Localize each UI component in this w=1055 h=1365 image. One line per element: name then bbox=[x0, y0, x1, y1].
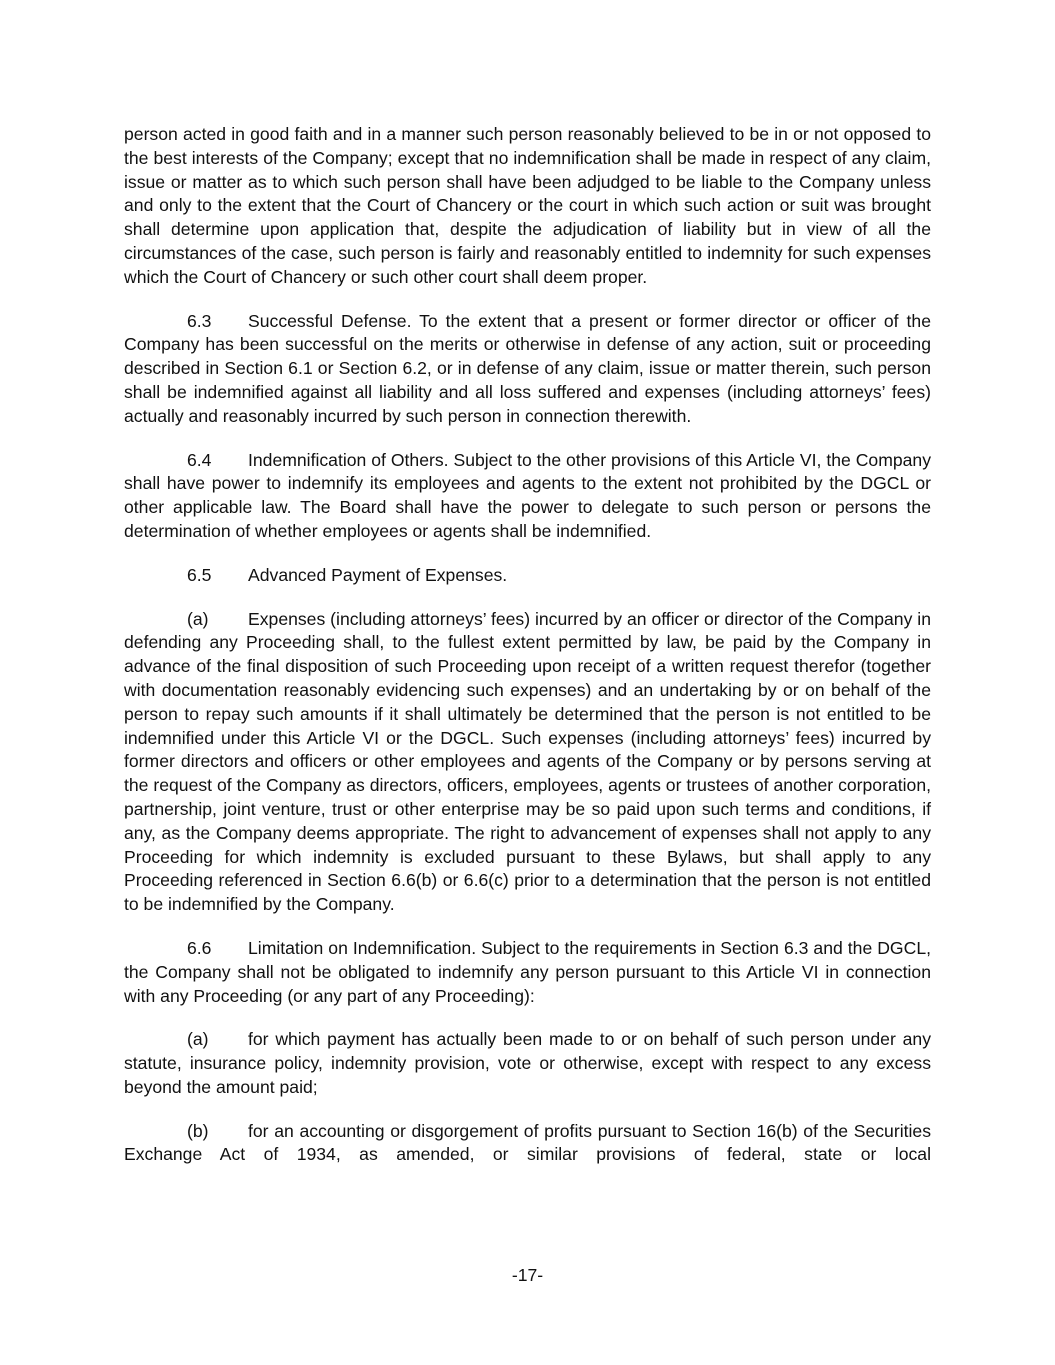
paragraph-continuation bbox=[124, 123, 931, 290]
section-6-5-a-paragraph bbox=[124, 608, 931, 917]
paragraph-text: Expenses (including attorneys’ fees) incurred by an officer or director of the Company in defending any Proceeding shall, to the fullest extent permitted by law, be paid by the Company in advance of the final disposition of such Proceeding upon receipt of a written request therefor (together with documentation reasonably evidencing such expenses) and an undertaking by or on behalf of the person to repay such amounts if it shall ultimately be determined that the person is not entitled to be indemnified under this Article VI or the DGCL. Such expenses (including attorneys’ fees) incurred by former directors and officers or other employees and agents of the Company or by persons serving at the request of the Company as directors, officers, employees, agents or trustees of another corporation, partnership, joint venture, trust or other enterprise may be so paid upon such terms and conditions, if any, as the Company deems appropriate. The right to advancement of expenses shall not apply to any Proceeding for which indemnity is excluded pursuant to these Bylaws, but shall apply to any Proceeding referenced in Section 6.6(b) or 6.6(c) prior to a determination that the person is not entitled to be indemnified by the Company. bbox=[124, 608, 931, 915]
paragraph-text: for an accounting or disgorgement of profits pursuant to Section 16(b) of the Securities Exchange Act of 1934, as amended, or similar provisions of federal, state or local bbox=[124, 1120, 931, 1165]
section-number: 6.4 bbox=[187, 449, 212, 470]
section-6-4-paragraph bbox=[124, 449, 931, 544]
section-number: 6.3 bbox=[187, 310, 212, 331]
section-number: 6.5 bbox=[187, 564, 212, 585]
section-6-6-a-paragraph bbox=[124, 1028, 931, 1099]
section-6-6-paragraph bbox=[124, 937, 931, 1008]
section-number: 6.6 bbox=[187, 937, 212, 958]
subsection-number: (a) bbox=[187, 608, 209, 629]
section-6-6-b-paragraph bbox=[124, 1120, 931, 1168]
document-body bbox=[124, 123, 931, 1187]
subsection-number: (b) bbox=[187, 1120, 209, 1141]
subsection-number: (a) bbox=[187, 1029, 209, 1050]
section-6-5-heading bbox=[124, 564, 931, 588]
paragraph-text: Limitation on Indemnification. Subject to the requirements in Section 6.3 and the DGCL, the Company shall not be obligated to indemnify any person pursuant to this Article VI in connection with any Proceeding (or any part of any Proceeding): bbox=[124, 937, 931, 1006]
paragraph-text: Indemnification of Others. Subject to the other provisions of this Article VI, the Company shall have power to indemnify its employees and agents to the extent not prohibited by the DGCL or other applicable law. The Board shall have the power to delegate to such person or persons the determination of whether employees or agents shall be indemnified. bbox=[124, 449, 931, 541]
paragraph-text: for which payment has actually been made to or on behalf of such person under any statute, insurance policy, indemnity provision, vote or otherwise, except with respect to any excess beyond the amount paid; bbox=[124, 1029, 931, 1097]
page-number: -17- bbox=[511, 1265, 544, 1285]
paragraph-text: person acted in good faith and in a manner such person reasonably believed to be in or not opposed to the best interests of the Company; except that no indemnification shall be made in respect of any claim, issue or matter as to which such person shall have been adjudged to be liable to the Company unless and only to the extent that the Court of Chancery or the court in which such action or suit was brought shall determine upon application that, despite the adjudication of liability but in view of all the circumstances of the case, such person is fairly and reasonably entitled to indemnity for such expenses which the Court of Chancery or such other court shall deem proper. bbox=[124, 124, 931, 287]
paragraph-text: Successful Defense. To the extent that a present or former director or officer of the Company has been successful on the merits or otherwise in defense of any action, suit or proceeding described in Section 6.1 or Section 6.2, or in defense of any claim, issue or matter therein, such person shall be indemnified against all liability and all loss suffered and expenses (including attorneys’ fees) actually and reasonably incurred by such person in connection therewith. bbox=[124, 310, 931, 426]
section-6-3-paragraph bbox=[124, 310, 931, 429]
paragraph-text: Advanced Payment of Expenses. bbox=[248, 564, 508, 585]
